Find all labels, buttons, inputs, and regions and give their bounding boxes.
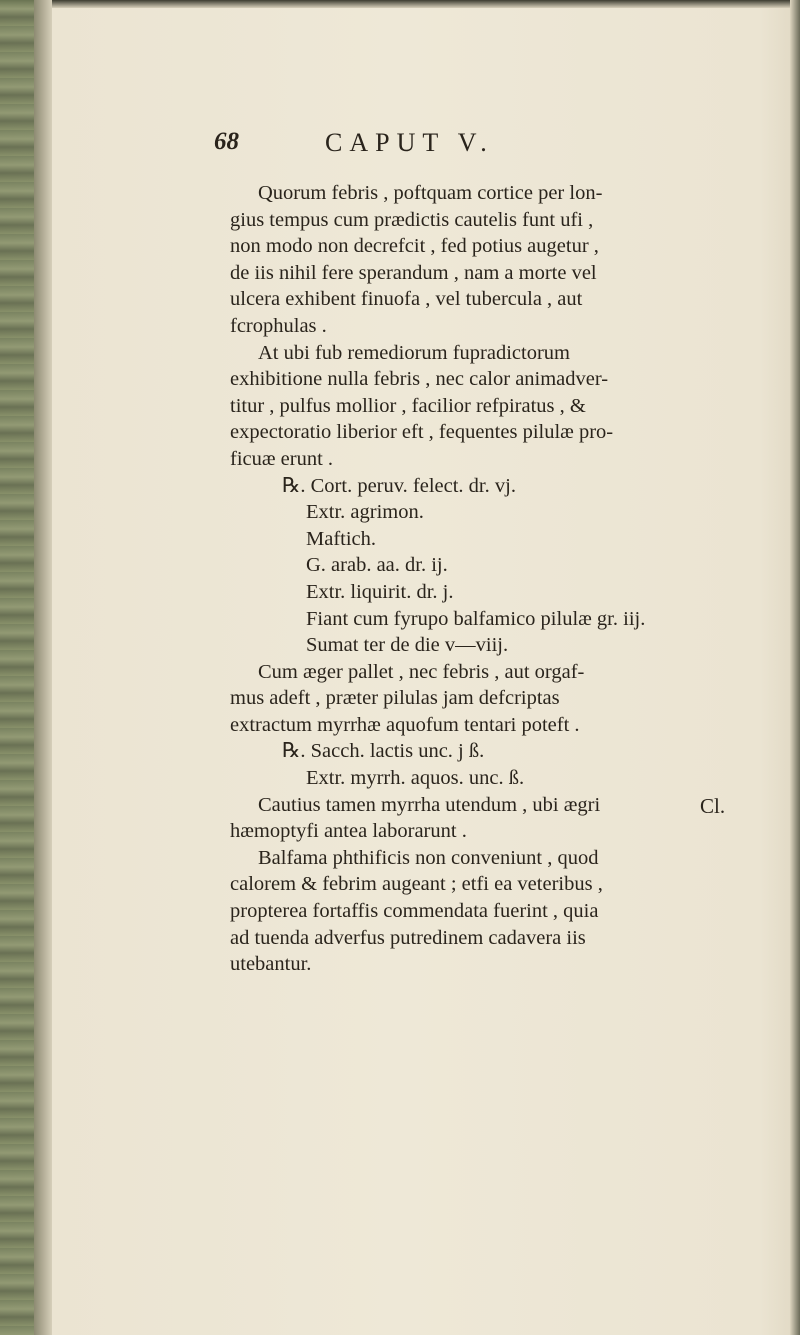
running-head: CAPUT V. bbox=[325, 128, 494, 157]
text-line: extractum myrrhæ aquofum tentari poteft . bbox=[230, 713, 580, 736]
text-line: gius tempus cum prædictis cautelis funt ufi , bbox=[230, 208, 594, 231]
prescription-line: Maftich. bbox=[306, 527, 377, 550]
text-line: utebantur. bbox=[230, 953, 312, 976]
text-line: calorem & febrim augeant ; etfi ea veteribus , bbox=[230, 873, 603, 896]
prescription-line: Sumat ter de die v—viij. bbox=[306, 634, 509, 657]
text-line: titur , pulfus mollior , facilior refpiratus , & bbox=[230, 394, 586, 417]
prescription-line: Fiant cum fyrupo balfamico pilulæ gr. iij. bbox=[306, 607, 646, 630]
text-line: expectoratio liberior eft , fequentes pilulæ pro- bbox=[230, 421, 614, 444]
text-line: ulcera exhibent finuofa , vel tubercula , aut bbox=[230, 288, 583, 311]
text-line: hæmoptyfi antea laborarunt . bbox=[230, 820, 467, 843]
text-line: Cum æger pallet , nec febris , aut orgaf- bbox=[258, 660, 585, 683]
prescription-line: Extr. liquirit. dr. j. bbox=[306, 580, 454, 603]
text-line: At ubi fub remediorum fupradictorum bbox=[258, 341, 570, 364]
text-line: ad tuenda adverfus putredinem cadavera iis bbox=[230, 926, 586, 949]
body-text bbox=[230, 180, 750, 978]
page-header bbox=[0, 128, 800, 168]
text-line: ficuæ erunt . bbox=[230, 447, 334, 470]
prescription-line: Extr. agrimon. bbox=[306, 501, 424, 524]
text-line: Quorum febris , poftquam cortice per lon- bbox=[258, 182, 603, 204]
text-line: Cautius tamen myrrha utendum , ubi ægri bbox=[258, 793, 601, 816]
prescription-line: ℞. Sacch. lactis unc. j ß. bbox=[282, 740, 485, 763]
page-right-edge bbox=[790, 0, 800, 1335]
prescription-line: Extr. myrrh. aquos. unc. ß. bbox=[306, 767, 525, 790]
catchword: Cl. bbox=[700, 794, 726, 818]
page-top-edge bbox=[0, 0, 800, 8]
text-line: non modo non decrefcit , fed potius augetur , bbox=[230, 235, 599, 258]
text-line: propterea fortaffis commendata fuerint , quia bbox=[230, 900, 599, 923]
binding-shadow bbox=[34, 0, 52, 1335]
text-line: mus adeft , præter pilulas jam defcriptas bbox=[230, 687, 560, 710]
text-line: de iis nihil fere sperandum , nam a morte vel bbox=[230, 261, 597, 284]
prescription-line: ℞. Cort. peruv. felect. dr. vj. bbox=[282, 474, 516, 497]
text-line: exhibitione nulla febris , nec calor animadver- bbox=[230, 368, 609, 391]
text-line: Balfama phthificis non conveniunt , quod bbox=[258, 846, 599, 869]
book-binding bbox=[0, 0, 34, 1335]
prescription-line: G. arab. aa. dr. ij. bbox=[306, 554, 448, 577]
page-number: 68 bbox=[214, 128, 239, 155]
text-line: fcrophulas . bbox=[230, 314, 327, 337]
